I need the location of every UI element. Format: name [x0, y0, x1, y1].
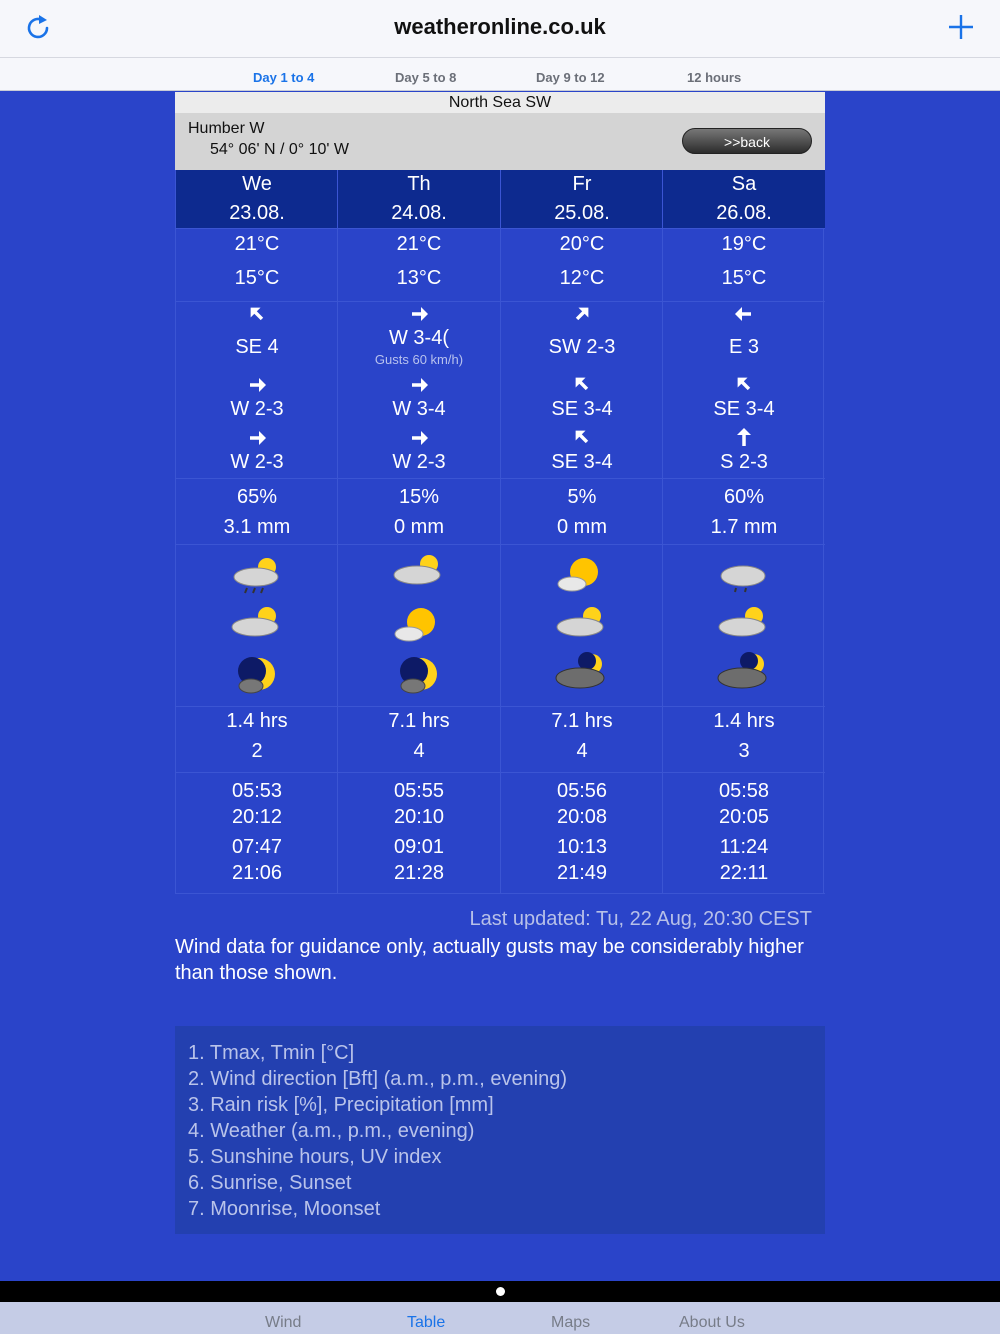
location-header [175, 113, 825, 170]
wind-am: SW 2-3 [548, 336, 616, 358]
precipitation: 0 mm [557, 516, 607, 538]
uv-index: 4 [413, 740, 425, 762]
tmin: 12°C [559, 267, 605, 289]
tmin: 15°C [721, 267, 767, 289]
day-name: Th [407, 173, 431, 195]
sun-cloud-icon [554, 552, 610, 596]
cloud-sun-icon [229, 600, 285, 644]
day-column [337, 170, 499, 894]
rain-risk: 65% [236, 486, 278, 508]
sunset: 20:12 [231, 806, 283, 828]
add-icon[interactable] [946, 12, 976, 42]
rain-risk: 5% [567, 486, 597, 508]
day-column [662, 170, 824, 894]
tmax: 21°C [234, 233, 280, 255]
cloud-sun-icon [554, 600, 610, 644]
day-header [176, 170, 338, 228]
precipitation: 0 mm [394, 516, 444, 538]
moonrise: 11:24 [719, 836, 769, 858]
tab-day-1-to-4[interactable]: Day 1 to 4 [253, 70, 315, 85]
moon-cloud-icon [391, 654, 447, 698]
tab-12-hours[interactable]: 12 hours [687, 70, 742, 85]
cloud-moon-icon [554, 650, 610, 694]
tmin: 15°C [234, 267, 280, 289]
legend-item: 5. Sunshine hours, UV index [188, 1146, 442, 1168]
tmin: 13°C [396, 267, 442, 289]
wind-arrow-sw-icon [572, 304, 592, 324]
wind-pm: SE 3-4 [713, 398, 775, 420]
day-date: 24.08. [391, 202, 447, 224]
nav-bar [0, 0, 1000, 58]
wind-arrow-se-icon [734, 374, 754, 394]
wind-evening: S 2-3 [720, 451, 768, 473]
back-button[interactable]: >>back [682, 128, 812, 154]
uv-index: 3 [738, 740, 750, 762]
sunshine-hours: 7.1 hrs [551, 710, 613, 732]
wind-evening: SE 3-4 [551, 451, 613, 473]
moonrise: 07:47 [231, 836, 283, 858]
wind-evening: W 2-3 [230, 451, 284, 473]
sunrise: 05:53 [231, 780, 283, 802]
sunshine-hours: 1.4 hrs [713, 710, 775, 732]
tab-day-5-to-8[interactable]: Day 5 to 8 [395, 70, 457, 85]
sunset: 20:05 [718, 806, 770, 828]
sunrise: 05:58 [718, 780, 770, 802]
wind-pm: W 3-4 [392, 398, 446, 420]
cloud-sun-icon [391, 548, 447, 592]
region-title: North Sea SW [175, 92, 825, 113]
legend-item: 7. Moonrise, Moonset [188, 1198, 381, 1220]
sunset: 20:10 [393, 806, 445, 828]
moonset: 21:49 [556, 862, 608, 884]
page-indicator [0, 1281, 1000, 1302]
wind-arrow-se-icon [572, 374, 592, 394]
rain-risk: 60% [723, 486, 765, 508]
legend-item: 6. Sunrise, Sunset [188, 1172, 352, 1194]
page-title: weatheronline.co.uk [394, 14, 606, 39]
wind-disclaimer: Wind data for guidance only, actually gusts may be considerably higher than those shown. [175, 936, 804, 984]
tab-about-us[interactable]: About Us [679, 1314, 745, 1331]
last-updated: Last updated: Tu, 22 Aug, 20:30 CEST [469, 908, 812, 930]
tmax: 19°C [721, 233, 767, 255]
day-header [338, 170, 500, 228]
tab-day-9-to-12[interactable]: Day 9 to 12 [536, 70, 605, 85]
day-column [500, 170, 662, 894]
wind-am: W 3-4( [389, 327, 449, 349]
day-header [501, 170, 663, 228]
wind-arrow-w-icon [409, 375, 429, 395]
period-tabs [0, 58, 1000, 91]
sunrise: 05:55 [393, 780, 445, 802]
legend-item: 4. Weather (a.m., p.m., evening) [188, 1120, 475, 1142]
tab-wind[interactable]: Wind [265, 1314, 302, 1331]
moonrise: 09:01 [393, 836, 445, 858]
day-date: 23.08. [229, 202, 285, 224]
moon-cloud-icon [229, 654, 285, 698]
wind-arrow-se-icon [572, 427, 592, 447]
wind-arrow-w-icon [409, 304, 429, 324]
tmax: 21°C [396, 233, 442, 255]
wind-am: SE 4 [235, 336, 279, 358]
wind-arrow-se-icon [247, 304, 267, 324]
day-date: 25.08. [554, 202, 610, 224]
legend-item: 2. Wind direction [Bft] (a.m., p.m., evening) [188, 1068, 568, 1090]
wind-gusts: Gusts 60 km/h) [374, 352, 464, 367]
moonset: 21:06 [231, 862, 283, 884]
location-name: Humber W [188, 120, 265, 137]
day-header [663, 170, 825, 228]
day-name: Sa [731, 173, 757, 195]
sunshine-hours: 7.1 hrs [388, 710, 450, 732]
day-name: We [242, 173, 272, 195]
rain-risk: 15% [398, 486, 440, 508]
wind-arrow-e-icon [734, 304, 754, 324]
legend-box [175, 1026, 825, 1234]
legend-item: 1. Tmax, Tmin [°C] [188, 1042, 355, 1064]
moonrise: 10:13 [556, 836, 608, 858]
day-date: 26.08. [716, 202, 772, 224]
wind-arrow-s-icon [734, 427, 754, 447]
wind-am: E 3 [728, 336, 760, 358]
page-dot[interactable] [496, 1287, 505, 1296]
bottom-tab-bar [0, 1302, 1000, 1334]
tab-table[interactable]: Table [407, 1314, 446, 1331]
precipitation: 3.1 mm [223, 516, 291, 538]
wind-pm: SE 3-4 [551, 398, 613, 420]
tmax: 20°C [559, 233, 605, 255]
sun-cloud-icon [391, 602, 447, 646]
wind-arrow-w-icon [247, 428, 267, 448]
sunrise: 05:56 [556, 780, 608, 802]
wind-pm: W 2-3 [230, 398, 284, 420]
moonset: 22:11 [719, 862, 769, 884]
legend-item: 3. Rain risk [%], Precipitation [mm] [188, 1094, 494, 1116]
uv-index: 2 [251, 740, 263, 762]
wind-evening: W 2-3 [392, 451, 446, 473]
cloud-drizzle-icon [716, 554, 772, 598]
tab-maps[interactable]: Maps [551, 1314, 591, 1331]
cloud-sun-icon [716, 600, 772, 644]
uv-index: 4 [576, 740, 588, 762]
wind-arrow-w-icon [409, 428, 429, 448]
cloud-moon-icon [716, 650, 772, 694]
moonset: 21:28 [393, 862, 445, 884]
cloud-rain-sun-icon [229, 551, 285, 595]
wind-arrow-w-icon [247, 375, 267, 395]
precipitation: 1.7 mm [710, 516, 778, 538]
sunset: 20:08 [556, 806, 608, 828]
day-name: Fr [572, 173, 592, 195]
sunshine-hours: 1.4 hrs [226, 710, 288, 732]
location-coords: 54° 06' N / 0° 10' W [210, 141, 349, 158]
day-column [175, 170, 337, 894]
